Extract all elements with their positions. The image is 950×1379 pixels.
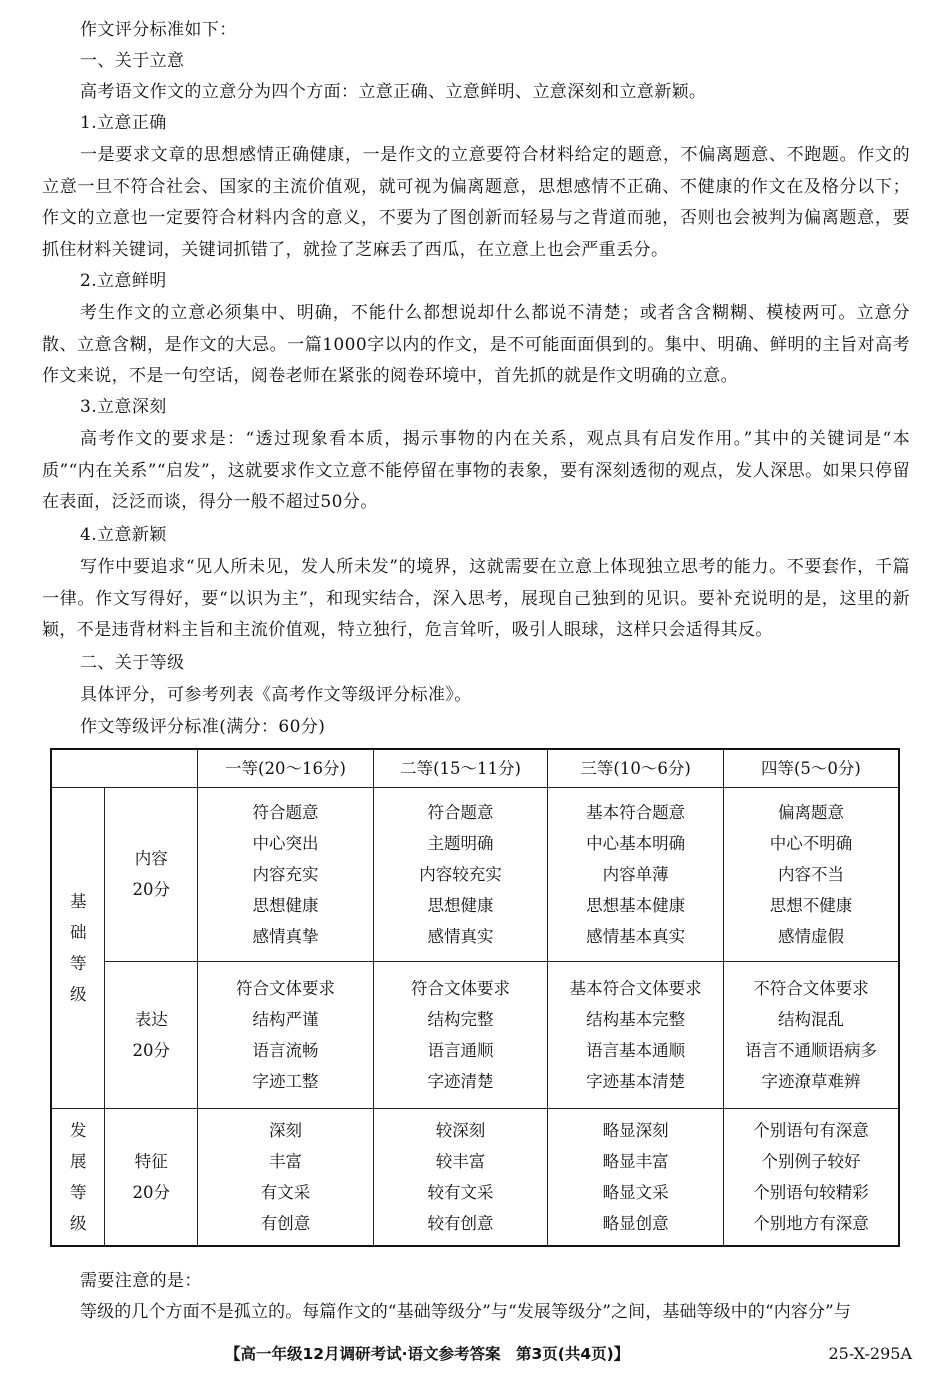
- table-cell: 基本符合文体要求 结构基本完整 语言基本通顺 字迹基本清楚: [548, 961, 724, 1108]
- item2-title: 2.立意鲜明: [80, 271, 167, 291]
- table-cell: 偏离题意 中心不明确 内容不当 思想不健康 感情虚假: [723, 787, 899, 961]
- table-title: 作文等级评分标准(满分：60分): [80, 717, 326, 737]
- item4-body: 写作中要追求“见人所未见，发人所未发”的境界，这就需要在立意上体现独立思考的能力。不要套作，千篇一律。作文写得好，要“以识为主”，和现实结合，深入思考，展现自己独到的见识。要补充说明的是，这里的新颖，不是违背材料主旨和主流价值观，特立独行，危言耸听，吸引人眼球，这样只会适得其反。: [42, 557, 910, 640]
- row-label-feature: [105, 1108, 198, 1246]
- notes-heading: 需要注意的是：: [80, 1271, 202, 1291]
- item3-title: 3.立意深刻: [80, 397, 167, 417]
- item1-title: 1.立意正确: [80, 113, 167, 133]
- group-label-development: 发展等级: [51, 1108, 105, 1246]
- header-grade-2: 二等(15～11分): [373, 749, 548, 787]
- intro-line: 作文评分标准如下：: [80, 20, 237, 40]
- row-name: 表达: [134, 1009, 168, 1029]
- table-cell: 符合文体要求 结构完整 语言通顺 字迹清楚: [373, 961, 548, 1108]
- row-label-expression: [105, 961, 198, 1108]
- header-grade-3: 三等(10～6分): [548, 749, 724, 787]
- item4-title: 4.立意新颖: [80, 525, 167, 545]
- row-score: 20分: [132, 880, 171, 899]
- item2-body: 考生作文的立意必须集中、明确，不能什么都想说却什么都说不清楚；或者含含糊糊、模棱两可。立意分散、立意含糊，是作文的大忌。一篇1000字以内的作文，是不可能面面俱到的。集中、明确、鲜明的主旨对高考作文来说，不是一句空话，阅卷老师在紧张的阅卷环境中，首先抓的就是作文明确的立意。: [42, 303, 910, 386]
- footer-code: 25-X-295A: [828, 1344, 912, 1363]
- table-row: [51, 1108, 899, 1246]
- grading-table: [50, 748, 900, 1247]
- footer-title: 【高一年级12月调研考试·语文参考答案 第3页(共4页)】: [225, 1345, 630, 1363]
- table-row: [51, 961, 899, 1108]
- table-cell: 个别语句有深意 个别例子较好 个别语句较精彩 个别地方有深意: [723, 1108, 899, 1246]
- header-grade-4: 四等(5～0分): [723, 749, 899, 787]
- row-label-content: [105, 787, 198, 961]
- table-header-row: [51, 749, 899, 787]
- table-cell: 深刻 丰富 有文采 有创意: [198, 1108, 374, 1246]
- section2-line1: 具体评分，可参考列表《高考作文等级评分标准》。: [80, 685, 472, 705]
- row-name: 内容: [134, 849, 168, 868]
- table-cell: 基本符合题意 中心基本明确 内容单薄 思想基本健康 感情基本真实: [548, 787, 724, 961]
- table-corner-cell: [51, 749, 198, 787]
- table-cell: 符合文体要求 结构严谨 语言流畅 字迹工整: [198, 961, 374, 1108]
- item3-body: 高考作文的要求是：“透过现象看本质，揭示事物的内在关系，观点具有启发作用。”其中的关键词是“本质”“内在关系”“启发”，这就要求作文立意不能停留在事物的表象，要有深刻透彻的观点，发人深思。如果只停留在表面，泛泛而谈，得分一般不超过50分。: [42, 429, 910, 512]
- group-label-basic: 基础等级: [51, 787, 105, 1108]
- section2-heading: 二、关于等级: [80, 653, 185, 673]
- page-footer: [0, 1340, 950, 1368]
- row-score: 20分: [132, 1040, 171, 1060]
- table-cell: 符合题意 中心突出 内容充实 思想健康 感情真挚: [198, 787, 374, 961]
- row-score: 20分: [132, 1182, 171, 1202]
- section1-summary: 高考语文作文的立意分为四个方面：立意正确、立意鲜明、立意深刻和立意新颖。: [80, 82, 707, 102]
- table-cell: 略显深刻 略显丰富 略显文采 略显创意: [548, 1108, 724, 1246]
- table-row: [51, 787, 899, 961]
- table-cell: 较深刻 较丰富 较有文采 较有创意: [373, 1108, 548, 1246]
- section1-heading: 一、关于立意: [80, 51, 185, 71]
- notes-body: 等级的几个方面不是孤立的。每篇作文的“基础等级分”与“发展等级分”之间，基础等级中的“内容分”与: [80, 1302, 851, 1322]
- row-name: 特征: [134, 1151, 168, 1171]
- header-grade-1: 一等(20～16分): [198, 749, 374, 787]
- table-cell: 符合题意 主题明确 内容较充实 思想健康 感情真实: [373, 787, 548, 961]
- table-cell: 不符合文体要求 结构混乱 语言不通顺语病多 字迹潦草难辨: [723, 961, 899, 1108]
- item1-body: 一是要求文章的思想感情正确健康，一是作文的立意要符合材料给定的题意，不偏离题意、不跑题。作文的立意一旦不符合社会、国家的主流价值观，就可视为偏离题意，思想感情不正确、不健康的作文在及格分以下；作文的立意也一定要符合材料内含的意义，不要为了图创新而轻易与之背道而驰，否则也会被判为偏离题意，要抓住材料关键词，关键词抓错了，就捡了芝麻丢了西瓜，在立意上也会严重丢分。: [42, 145, 910, 260]
